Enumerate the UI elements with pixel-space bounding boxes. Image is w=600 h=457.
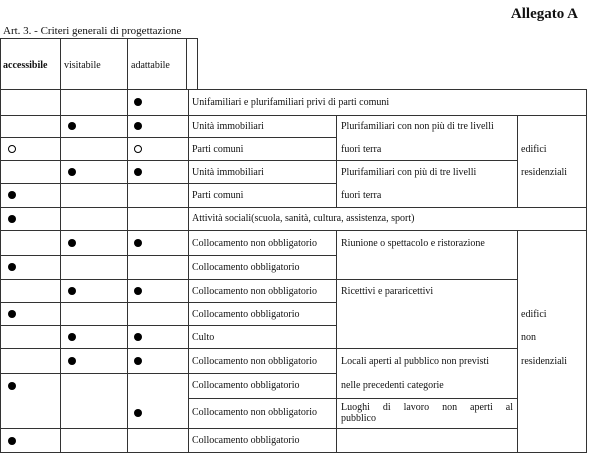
category-plurifamiliari-high-cont: fuori terra — [341, 190, 382, 201]
group-non-residenziali-cont2: residenziali — [521, 356, 568, 367]
hline-row10 — [0, 325, 336, 326]
hline-row13 — [188, 398, 517, 399]
category-luoghi: Luoghi di lavoro non aperti al — [341, 402, 513, 413]
row-label: Unifamiliari e plurifamiliari privi di parti comuni — [192, 97, 390, 108]
row-label: Unità immobiliari — [192, 121, 264, 132]
filled-dot-icon-adaptable — [134, 122, 142, 130]
row-label: Collocamento non obbligatorio — [192, 286, 317, 297]
filled-dot-icon-visitable — [68, 239, 76, 247]
hline-row5 — [0, 207, 587, 208]
category-plurifamiliari-low-cont: fuori terra — [341, 144, 382, 155]
row-label: Collocamento non obbligatorio — [192, 238, 317, 249]
filled-dot-icon-accessible — [8, 263, 16, 271]
row-label: Collocamento non obbligatorio — [192, 356, 317, 367]
column-header-accessible: accessibile — [3, 60, 48, 71]
group-residenziali-cont: residenziali — [521, 167, 568, 178]
hline-row3 — [0, 160, 517, 161]
empty-circle-icon-accessible — [8, 145, 16, 153]
category-ricettivi: Ricettivi e pararicettivi — [341, 286, 434, 297]
filled-dot-icon-adaptable — [134, 333, 142, 341]
group-non-residenziali-cont: non — [521, 332, 536, 343]
category-plurifamiliari-low: Plurifamiliari con non più di tre livelli — [341, 121, 494, 132]
group-non-residenziali: edifici — [521, 309, 547, 320]
row-label: Attività sociali(scuola, sanità, cultura, assistenza, sport) — [192, 213, 415, 224]
category-plurifamiliari-high: Plurifamiliari con più di tre livelli — [341, 167, 477, 178]
row-label: Unità immobiliari — [192, 167, 264, 178]
row-label: Collocamento obbligatorio — [192, 262, 300, 273]
filled-dot-icon-visitable — [68, 122, 76, 130]
group-residenziali: edifici — [521, 144, 547, 155]
filled-dot-icon-adaptable — [134, 287, 142, 295]
filled-dot-icon-accessible — [8, 310, 16, 318]
vline-category-top — [336, 115, 337, 207]
hline-row4 — [0, 183, 336, 184]
hline-row9 — [0, 302, 336, 303]
hline-row14-left — [0, 428, 188, 429]
filled-dot-icon-adaptable — [134, 409, 142, 417]
category-luoghi-cont: pubblico — [341, 413, 376, 424]
page-title: Allegato A — [510, 6, 578, 22]
filled-dot-icon-accessible — [8, 191, 16, 199]
vline-2 — [127, 89, 128, 453]
filled-dot-icon-visitable — [68, 168, 76, 176]
empty-circle-icon-adaptable — [134, 145, 142, 153]
hline-row8 — [0, 279, 517, 280]
filled-dot-icon-adaptable — [134, 239, 142, 247]
hline-row2 — [0, 137, 336, 138]
hline-row12 — [0, 373, 336, 374]
vline-1 — [60, 89, 61, 453]
hline-row14 — [188, 428, 517, 429]
vline-category-bottom — [336, 230, 337, 453]
column-header-adaptable: adattabile — [131, 60, 170, 71]
filled-dot-icon-accessible — [8, 382, 16, 390]
column-header-visitable: visitabile — [64, 60, 101, 71]
row-label: Parti comuni — [192, 190, 244, 201]
row-label: Collocamento non obbligatorio — [192, 407, 317, 418]
article-heading: Art. 3. - Criteri generali di progettazione — [3, 25, 182, 37]
row-label: Collocamento obbligatorio — [192, 435, 300, 446]
hline-row1 — [0, 115, 587, 116]
filled-dot-icon-visitable — [68, 287, 76, 295]
vline-group-top — [517, 115, 518, 207]
filled-dot-icon-accessible — [8, 215, 16, 223]
filled-dot-icon-accessible — [8, 437, 16, 445]
row-label: Collocamento obbligatorio — [192, 380, 300, 391]
filled-dot-icon-adaptable — [134, 98, 142, 106]
hline-row11 — [0, 348, 517, 349]
filled-dot-icon-adaptable — [134, 168, 142, 176]
hline-row7 — [0, 255, 336, 256]
row-label: Collocamento obbligatorio — [192, 309, 300, 320]
header-cell-empty — [186, 38, 198, 90]
category-locali: Locali aperti al pubblico non previsti — [341, 356, 490, 367]
category-riunione: Riunione o spettacolo e ristorazione — [341, 238, 485, 249]
row-label: Culto — [192, 332, 215, 343]
hline-row6 — [0, 230, 587, 231]
category-locali-cont: nelle precedenti categorie — [341, 380, 444, 391]
row-label: Parti comuni — [192, 144, 244, 155]
filled-dot-icon-visitable — [68, 333, 76, 341]
filled-dot-icon-adaptable — [134, 357, 142, 365]
filled-dot-icon-visitable — [68, 357, 76, 365]
vline-group-bottom — [517, 230, 518, 453]
